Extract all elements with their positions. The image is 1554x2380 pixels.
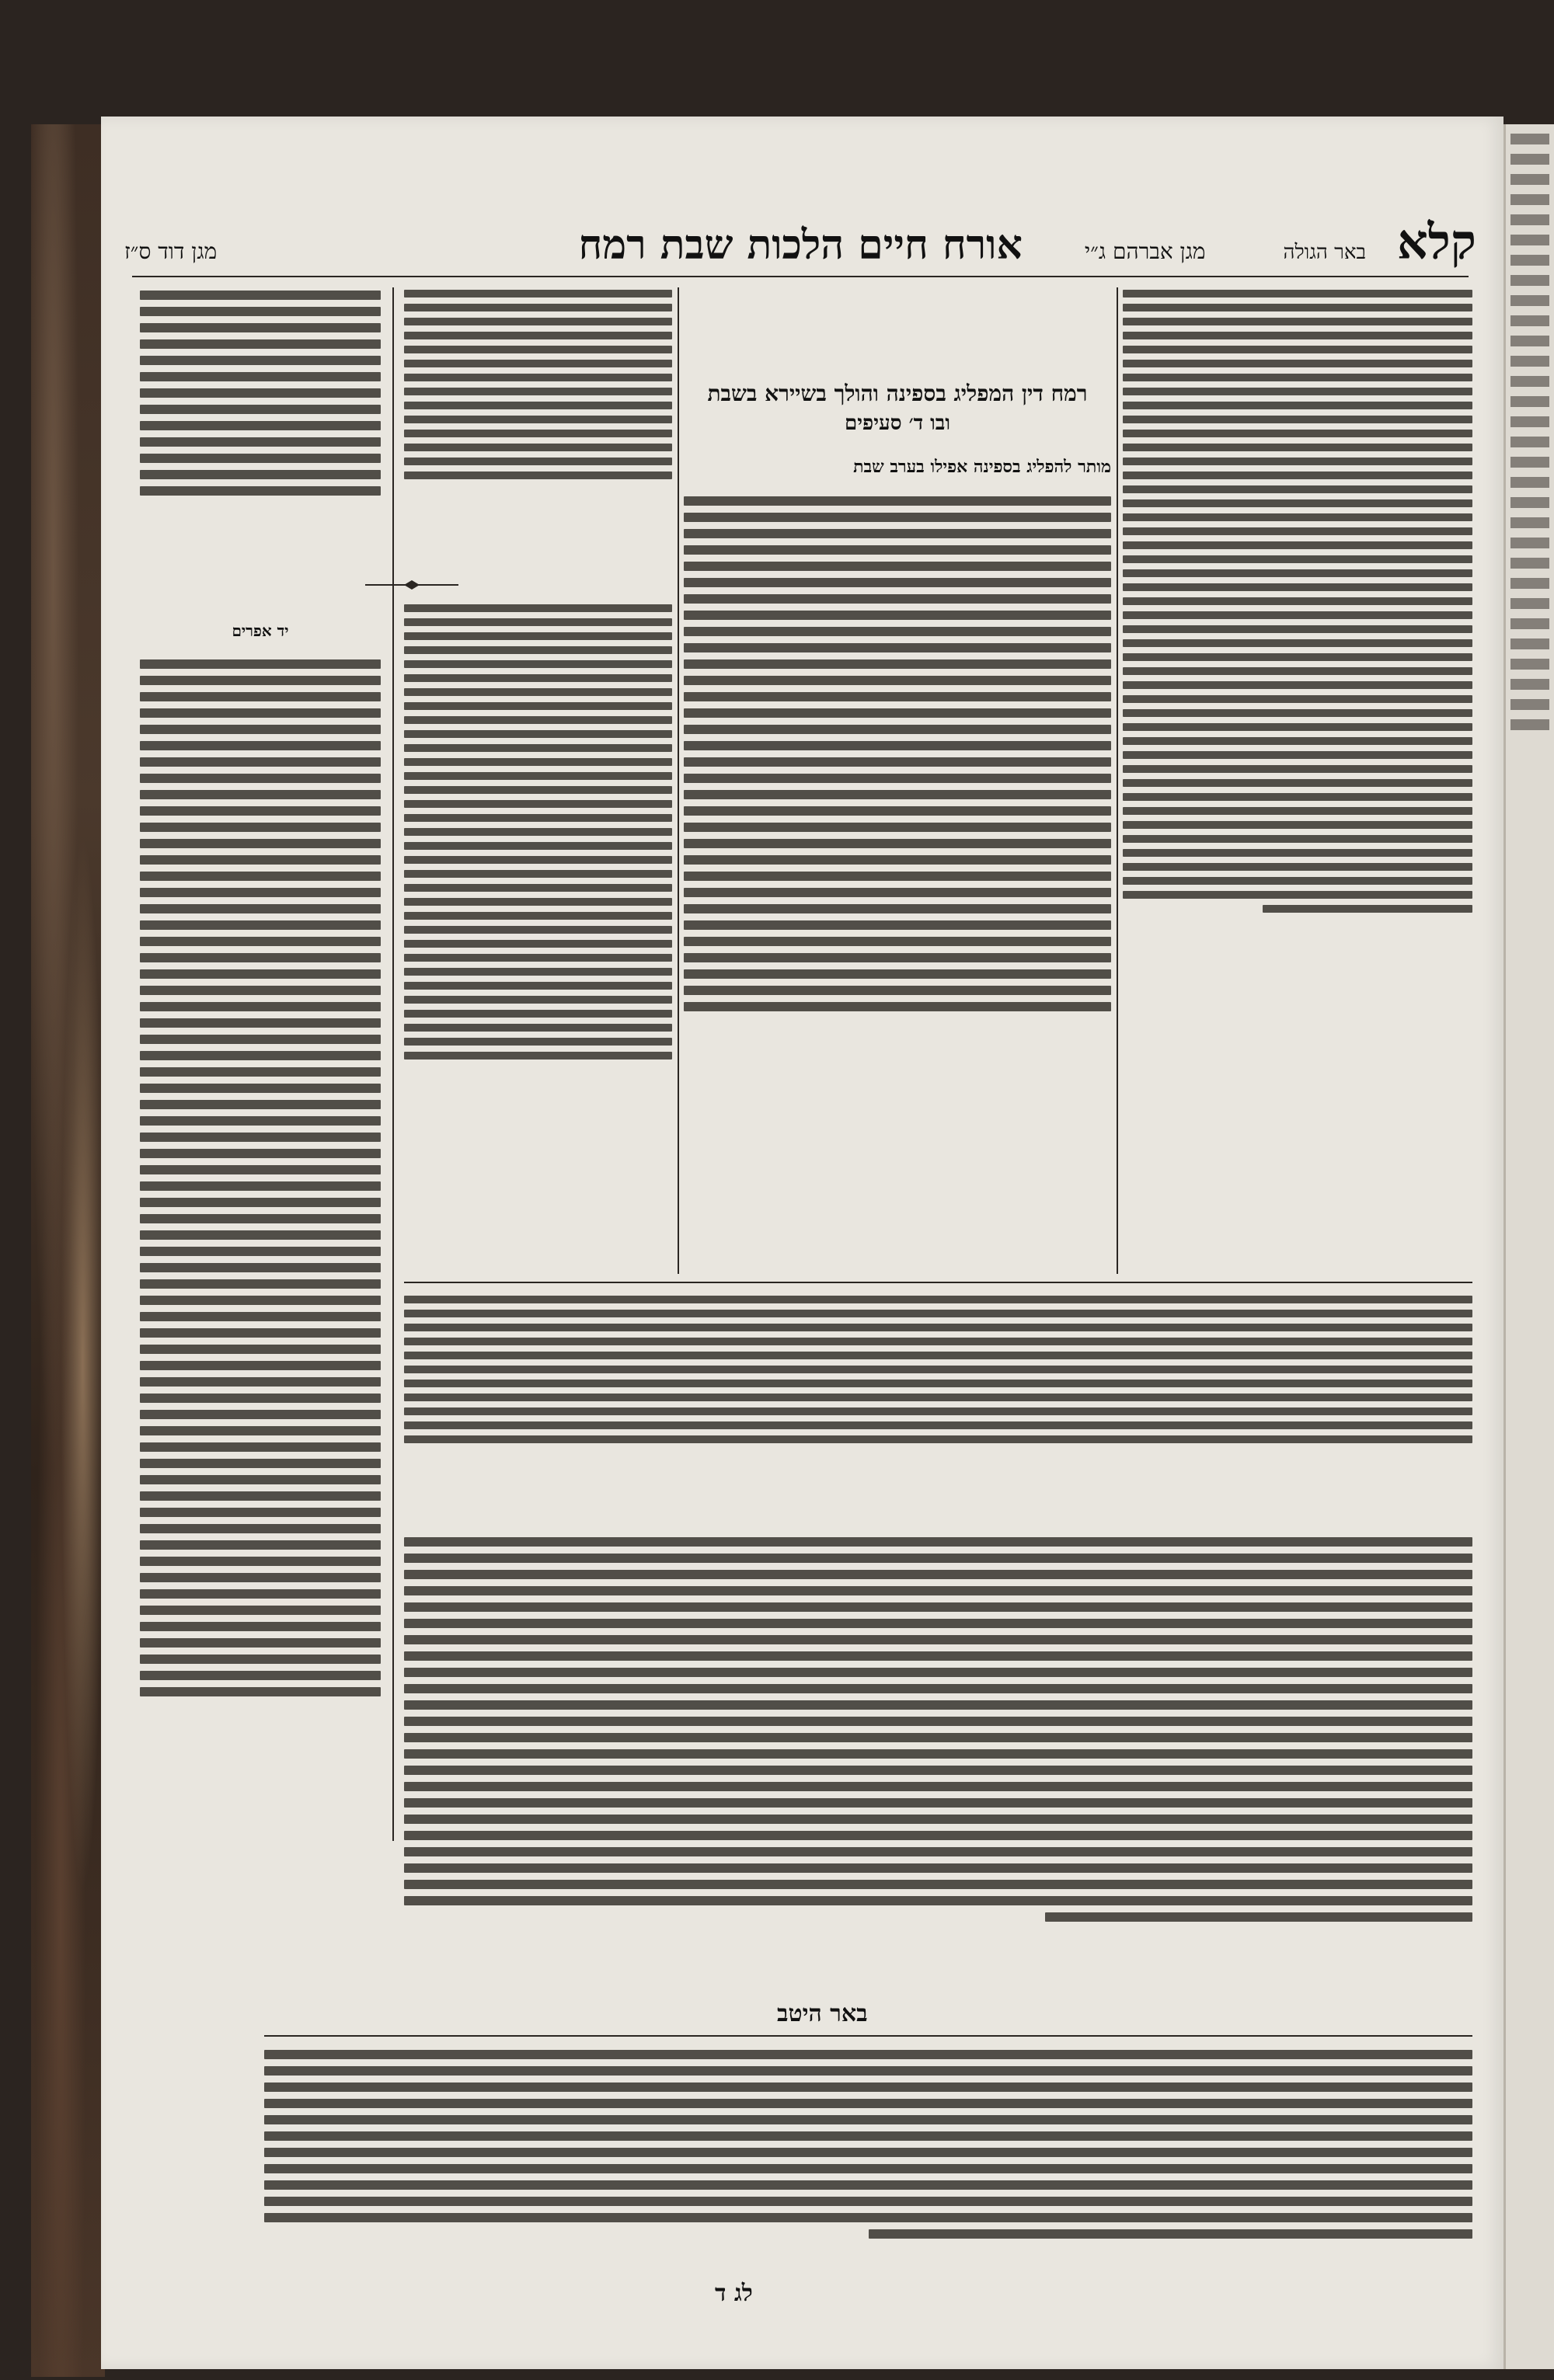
beer-heitev-title: באר היטב [777,2000,868,2027]
beer-heitev-column [264,2043,1472,2268]
adjacent-page-edge [1503,124,1554,2369]
wide-commentary-block [404,1289,1472,1522]
header-rule [132,276,1469,277]
magen-david-column [1123,284,1472,1293]
page-title: אורח חיים הלכות שבת רמח [578,221,1023,269]
beer-hagolah-label: באר הגולה [1283,241,1366,264]
dense-footnotes [404,1530,1472,1989]
magen-avraham-label: מגן אברהם ג״י [1084,238,1206,264]
yad-ephraim-header: יד אפרים [232,621,289,640]
beer-hagolah-notes [140,284,381,563]
column-divider [678,287,679,1274]
yad-ephraim-column [140,652,381,1833]
siman-subheading: ובו ד׳ סעיפים [845,412,950,435]
page-number: קלא [1397,214,1476,270]
column-divider [392,287,394,1841]
siman-heading: רמח דין המפליג בספינה והולך בשיירא בשבת [707,381,1088,406]
magen-david-label: מגן דוד ס״ז [124,238,218,264]
main-text-column [684,489,1111,1274]
printer-signature: לג ד [715,2280,753,2307]
column-divider [1117,287,1118,1274]
running-head [124,214,1476,284]
block-rule [404,1282,1472,1283]
marbled-cover-edge [31,124,105,2377]
magen-avraham-top [404,284,672,586]
bottom-rule [264,2035,1472,2037]
opening-line: מותר להפליג בספינה אפילו בערב שבת [853,457,1111,477]
ornament-divider [365,579,458,591]
magen-avraham-column [404,598,672,1274]
